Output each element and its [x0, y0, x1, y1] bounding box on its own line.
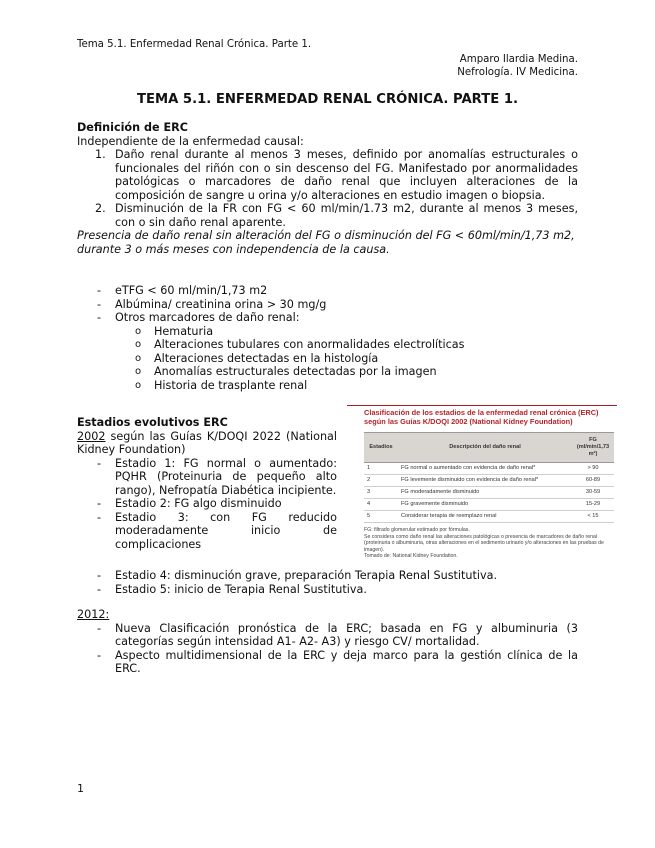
list-item: o Historia de trasplante renal	[77, 379, 578, 393]
table-row: 5 Considerar terapia de reemplazo renal < 15	[364, 511, 614, 523]
stages-intro: 2002 según las Guías K/DOQI 2022 (National Kidney Foundation)	[77, 429, 337, 456]
table-row: 4 FG gravemente disminuido 15-29	[364, 499, 614, 511]
list-item: o Anomalías estructurales detectadas por la imagen	[77, 365, 578, 379]
criteria-list	[77, 284, 578, 325]
table-row: 1 FG normal o aumentado con evidencia de daño renal* > 90	[364, 463, 614, 475]
list-item: o Alteraciones tubulares con anormalidades electrolíticas	[77, 338, 578, 352]
figure-notes: FG: filtrado glomerular estimado por fórmulas. Se considera como daño renal las alteraciones patológicas o presencia de marcadores de daño renal (proteinuria o albuminuria, otras alteraciones en el sedimento urinario y/o alteraciones en las pruebas de imagen). Tomado de: National Kidney Foundation.	[364, 527, 604, 560]
list-item: 2. Disminución de la FR con FG < 60 ml/min/1.73 m2, durante al menos 3 meses, con o sin daño renal aparente.	[95, 202, 578, 229]
damage-markers-list	[77, 325, 578, 393]
stages-heading: Estadios evolutivos ERC	[77, 416, 228, 429]
definition-summary: Presencia de daño renal sin alteración del FG o disminución del FG < 60ml/min/1,73 m2, durante 3 o más meses con independencia de la causa.	[77, 229, 575, 256]
list-item: - Albúmina/ creatinina orina > 30 mg/g	[77, 298, 578, 312]
table-row: 2 FG levemente disminuido con evidencia de daño renal* 60-89	[364, 475, 614, 487]
course-name: Nefrología. IV Medicina.	[457, 67, 578, 78]
list-item: - Nueva Clasificación pronóstica de la ERC; basada en FG y albuminuria (3 categorías según intensidad A1- A2- A3) y riesgo CV/ mortalidad.	[77, 622, 578, 649]
classification-2012-section	[77, 608, 578, 676]
running-header: Tema 5.1. Enfermedad Renal Crónica. Parte 1.	[77, 39, 312, 50]
author-name: Amparo Ilardia Medina.	[459, 54, 578, 65]
classification-2012-heading: 2012:	[77, 608, 110, 621]
list-item: - Estadio 3: con FG reducido moderadamente inicio de complicaciones	[77, 511, 337, 552]
list-item: o Alteraciones detectadas en la histología	[77, 352, 578, 366]
classification-2012-list	[77, 622, 578, 676]
column-header: Estadios	[364, 433, 398, 463]
list-item: o Hematuria	[77, 325, 578, 339]
page-number: 1	[77, 782, 84, 795]
list-item: - Otros marcadores de daño renal:	[77, 311, 578, 325]
column-header: FG (ml/min/1,73 m²)	[572, 433, 614, 463]
list-item: - Estadio 4: disminución grave, preparación Terapia Renal Sustitutiva.	[77, 569, 578, 583]
table-header-row	[364, 433, 614, 463]
stages-section	[77, 416, 337, 551]
list-item: 1. Daño renal durante al menos 3 meses, definido por anomalías estructurales o funcionales del riñón con o sin descenso del FG. Manifestado por anormalidades patológicas o marcadores de daño renal que incluyen alteraciones de la composición de sangre u orina y/o alteraciones en estudio imagen o biopsia.	[95, 148, 578, 202]
stages-table	[364, 432, 614, 523]
list-item: - Estadio 1: FG normal o aumentado: PQHR (Proteinuria de pequeño alto rango), Nefropatía Diabética incipiente.	[77, 457, 337, 498]
table-row: 3 FG moderadamente disminuido 30-59	[364, 487, 614, 499]
definition-section	[77, 121, 578, 256]
figure-title: Clasificación de los estadios de la enfermedad renal crónica (ERC) según las Guías K/DOQI 2002 (National Kidney Foundation)	[364, 408, 599, 426]
stages-list-continued	[77, 569, 578, 596]
stages-list	[77, 457, 337, 552]
list-item: - eTFG < 60 ml/min/1,73 m2	[77, 284, 578, 298]
definition-heading: Definición de ERC	[77, 121, 188, 134]
author-block	[457, 53, 578, 79]
page-title: TEMA 5.1. ENFERMEDAD RENAL CRÓNICA. PARTE 1.	[136, 92, 519, 107]
list-item: - Aspecto multidimensional de la ERC y deja marco para la gestión clínica de la ERC.	[77, 649, 578, 676]
column-header: Descripción del daño renal	[398, 433, 572, 463]
definition-list	[77, 148, 578, 229]
criteria-section	[77, 284, 578, 392]
list-item: - Estadio 2: FG algo disminuido	[77, 497, 337, 511]
stages-table-figure	[347, 405, 617, 569]
list-item: - Estadio 5: inicio de Terapia Renal Sustitutiva.	[77, 583, 578, 597]
definition-intro: Independiente de la enfermedad causal:	[77, 134, 304, 148]
